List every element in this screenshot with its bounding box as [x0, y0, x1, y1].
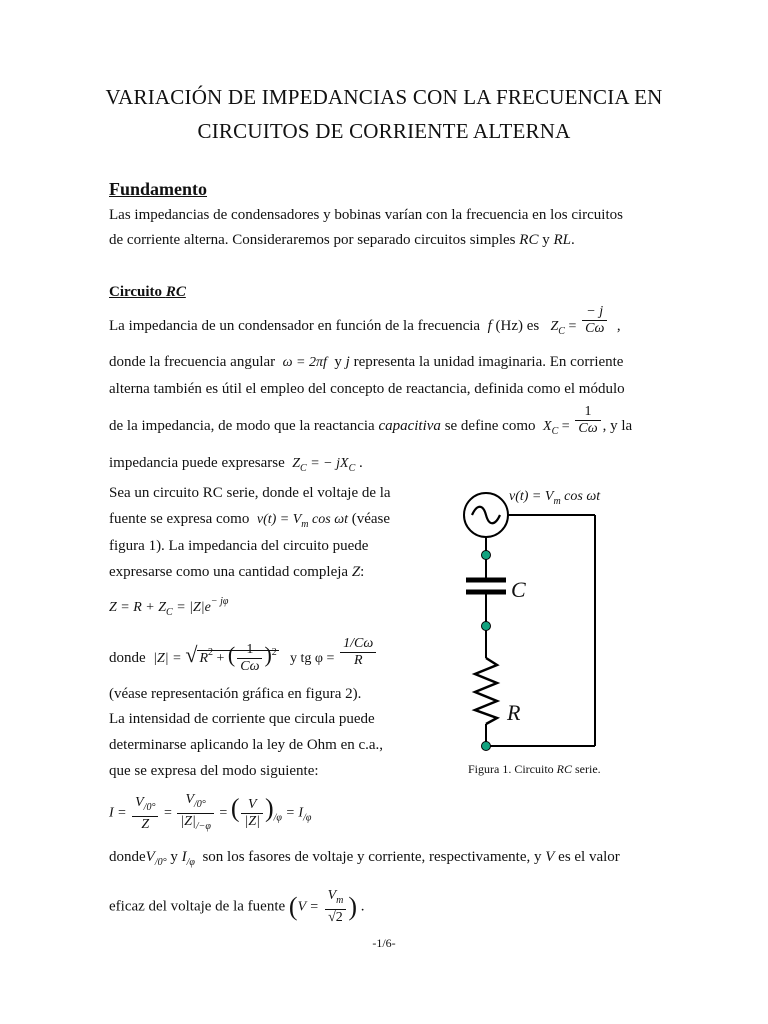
para2-line5: La intensidad de corriente que circula puede: [109, 711, 375, 727]
para1-line1: La impedancia de un condensador en función de la frecuencia f (Hz) es $Z_C$ = $\frac{- j}{C\omega}$ ,: [109, 304, 621, 337]
para1-line2: donde la frecuencia angular ω = 2πf y j representa la unidad imaginaria. En corriente: [109, 354, 624, 370]
capacitor-label: C: [511, 577, 526, 602]
page-number: -1/6-: [372, 936, 396, 950]
para2-line1: Sea un circuito RC serie, donde el voltaje de la: [109, 485, 391, 501]
para2-line2: fuente se expresa como $v(t) = V_m$ cos ωt (véase: [109, 511, 391, 530]
resistor-zigzag: [475, 658, 497, 724]
para3-line1: dondeV$_{/0^\circ}$ y $I_{/\varphi}$ son los fasores de voltaje y corriente, respectivamente, y V es el valor: [109, 849, 620, 868]
rc-circuit-diagram: [455, 482, 655, 757]
intro-line-1: Las impedancias de condensadores y bobinas varían con la frecuencia en los circuitos: [109, 207, 623, 223]
para1-line4: de la impedancia, de modo que la reactancia capacitiva se define como $X_C$ = $\frac{1}{C\omega}$ , y la: [109, 404, 633, 437]
para1-line3: alterna también es útil el empleo del concepto de reactancia, definida como el módulo: [109, 381, 625, 397]
impedance-equation: $Z = R + Z_C = |Z|e^{- j\varphi}$: [109, 596, 229, 618]
para2-line4: expresarse como una cantidad compleja Z:: [109, 564, 365, 580]
para3-line2: eficaz del voltaje de la fuente (V = $\frac{V_m}{√2}$ ) .: [109, 888, 365, 925]
resistor-label: R: [507, 700, 521, 725]
para1-line5: impedancia puede expresarse $Z_C$ = − $jX_C$ .: [109, 455, 363, 474]
para2-line7: que se expresa del modo siguiente:: [109, 763, 319, 779]
title-line-1: VARIACIÓN DE IMPEDANCIAS CON LA FRECUENCIA EN: [105, 85, 663, 109]
para2-line6: determinarse aplicando la ley de Ohm en c.a.,: [109, 737, 384, 753]
modulus-equation: donde |Z| = √ $R^2$ + ( $\frac{1}{C\omega}$ )$^2$ y tg φ = $\frac{1/C\omega}{R}$: [109, 642, 378, 675]
node-2: [482, 622, 491, 631]
node-3: [482, 742, 491, 751]
para2-vease: (véase representación gráfica en figura 2).: [109, 686, 362, 702]
node-1: [482, 551, 491, 560]
para2-line3: figura 1). La impedancia del circuito puede: [109, 538, 369, 554]
source-label: $v(t) = V_m$ cos ωt: [509, 489, 601, 507]
figure-caption: Figura 1. Circuito RC serie.: [468, 762, 601, 776]
subsection-heading: Circuito RC: [109, 284, 186, 300]
intro-line-2: de corriente alterna. Consideraremos por separado circuitos simples RC y RL.: [109, 232, 575, 248]
ohm-equation: I = $\frac{V_{/0^\circ}}{Z}$ = $\frac{V_{/0^\circ}}{|Z|_{/-\varphi}}$ = ( $\frac{V}{|Z|}$ )$_{/\varphi} = I_{/\varphi}$: [109, 792, 312, 832]
title-line-2: CIRCUITOS DE CORRIENTE ALTERNA: [197, 119, 571, 143]
section-heading: Fundamento: [109, 179, 208, 199]
